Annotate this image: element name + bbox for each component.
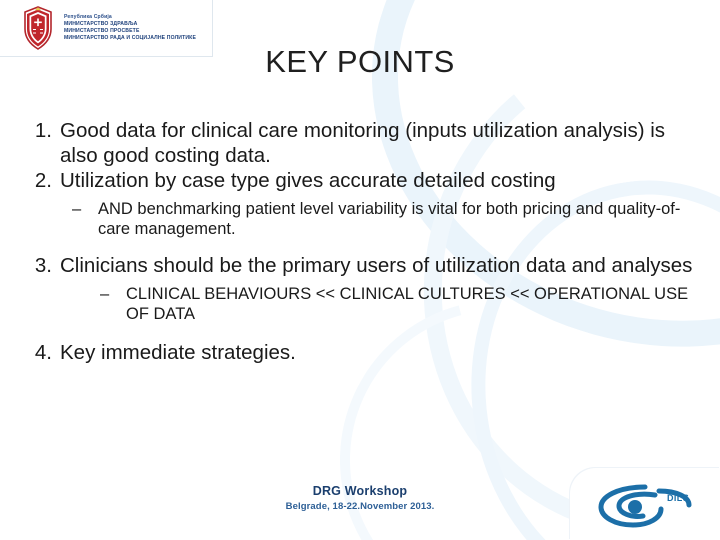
list-item-number: 4. [34,341,52,364]
list-item [16,168,706,239]
list-item-text: Utilization by case type gives accurate detailed costing [60,169,556,192]
sub-list [60,284,706,324]
page-title: KEY POINTS [265,44,455,79]
slide-body [16,118,706,365]
list-item-text: Good data for clinical care monitoring (inputs utilization analysis) is also good costing data. [60,119,666,167]
sub-list-item-text: CLINICAL BEHAVIOURS << CLINICAL CULTURES << OPERATIONAL USE OF DATA [126,285,689,323]
key-points-list [16,118,706,365]
list-item-text: Key immediate strategies. [60,341,296,364]
sub-list-item [60,284,706,324]
emblem-line-2: МИНИСТАРСТВО ЗДРАВЉА [64,20,138,27]
dils-logo-label: DILS [667,493,690,503]
dils-logo [570,468,720,540]
list-item-number: 1. [34,119,52,142]
list-item-number: 3. [34,254,52,277]
emblem-line-4: МИНИСТАРСТВО РАДА И СОЦИЈАЛНЕ ПОЛИТИКЕ [64,35,196,42]
footer-event-title: DRG Workshop [312,484,408,498]
dils-swirl-logo-icon [585,475,705,533]
sub-list-dash: – [100,285,110,303]
list-item [16,340,706,365]
sub-list [60,199,706,239]
spacer [16,239,706,253]
list-item-number: 2. [34,169,52,192]
header-emblem-block [0,0,213,57]
emblem-line-3: МИНИСТАРСТВО ПРОСВЕТЕ [64,28,140,34]
sub-list-item-text: AND benchmarking patient level variability is vital for both pricing and quality-of-care management. [98,200,681,238]
emblem-ministry-text [64,14,196,43]
sub-list-dash: – [72,200,82,218]
list-item [16,253,706,324]
serbia-coat-of-arms-icon [18,5,58,51]
list-item-text: Clinicians should be the primary users of utilization data and analyses [60,254,693,277]
footer-event-details: Belgrade, 18-22.November 2013. [285,501,435,512]
emblem-line-1: Република Србија [64,13,112,20]
sub-list-item [60,199,706,239]
list-item [16,118,706,168]
spacer [16,324,706,340]
